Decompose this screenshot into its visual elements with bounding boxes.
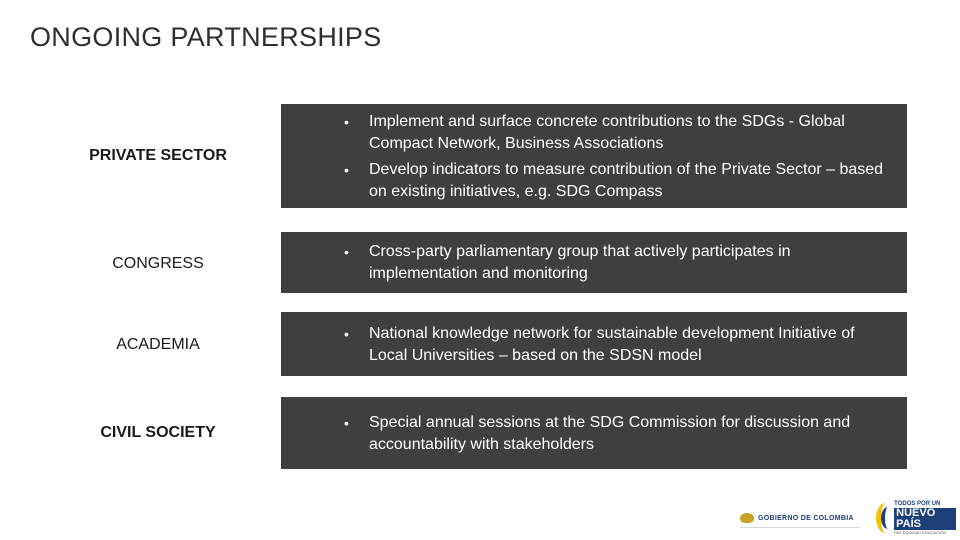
- row-label-academia: ACADEMIA: [116, 336, 200, 353]
- bullet-item: [281, 412, 895, 456]
- bullet-item: [281, 159, 895, 203]
- gobierno-de-colombia-logo: [740, 510, 860, 526]
- bullet-text: Implement and surface concrete contributions to the SDGs - Global Compact Network, Business Associations: [369, 113, 845, 152]
- bullet-dot: •: [344, 244, 349, 260]
- bullet-item: [281, 111, 895, 155]
- logo-line-2: NUEVO PAÍS: [894, 508, 956, 530]
- logo-divider: [740, 527, 860, 528]
- row-box-academia: [281, 312, 907, 376]
- bullet-text: National knowledge network for sustainable development Initiative of Local Universities – based on the SDSN model: [369, 325, 855, 364]
- row-label-private-sector: PRIVATE SECTOR: [89, 147, 227, 164]
- bullet-dot: •: [344, 162, 349, 178]
- todos-por-un-nuevo-pais-logo: [872, 500, 956, 536]
- row-label-civil-society: CIVIL SOCIETY: [100, 424, 216, 441]
- row-label-congress: CONGRESS: [112, 255, 204, 272]
- bullet-dot: •: [344, 114, 349, 130]
- bullet-text: Special annual sessions at the SDG Commission for discussion and accountability with stakeholders: [369, 414, 851, 453]
- colombia-crest-icon: [740, 513, 754, 523]
- bullet-item: [281, 323, 895, 367]
- bullet-dot: •: [344, 415, 349, 431]
- nuevo-pais-text-block: [894, 501, 956, 535]
- swoosh-icon: [872, 501, 891, 535]
- bullet-text: Develop indicators to measure contribution of the Private Sector – based on existing initiatives, e.g. SDG Compass: [369, 161, 884, 200]
- bullet-dot: •: [344, 326, 349, 342]
- row-box-private-sector: [281, 104, 907, 208]
- row-box-civil-society: [281, 397, 907, 469]
- row-box-congress: [281, 232, 907, 293]
- bullet-text: Cross-party parliamentary group that actively participates in implementation and monitoring: [369, 243, 791, 282]
- bullet-item: [281, 241, 895, 285]
- logo-line-1: TODOS POR UN: [894, 501, 941, 507]
- gobierno-logo-text: GOBIERNO DE COLOMBIA: [758, 514, 854, 522]
- logo-line-3: PAZ EQUIDAD EDUCACIÓN: [894, 530, 947, 535]
- page-title: ONGOING PARTNERSHIPS: [30, 22, 382, 52]
